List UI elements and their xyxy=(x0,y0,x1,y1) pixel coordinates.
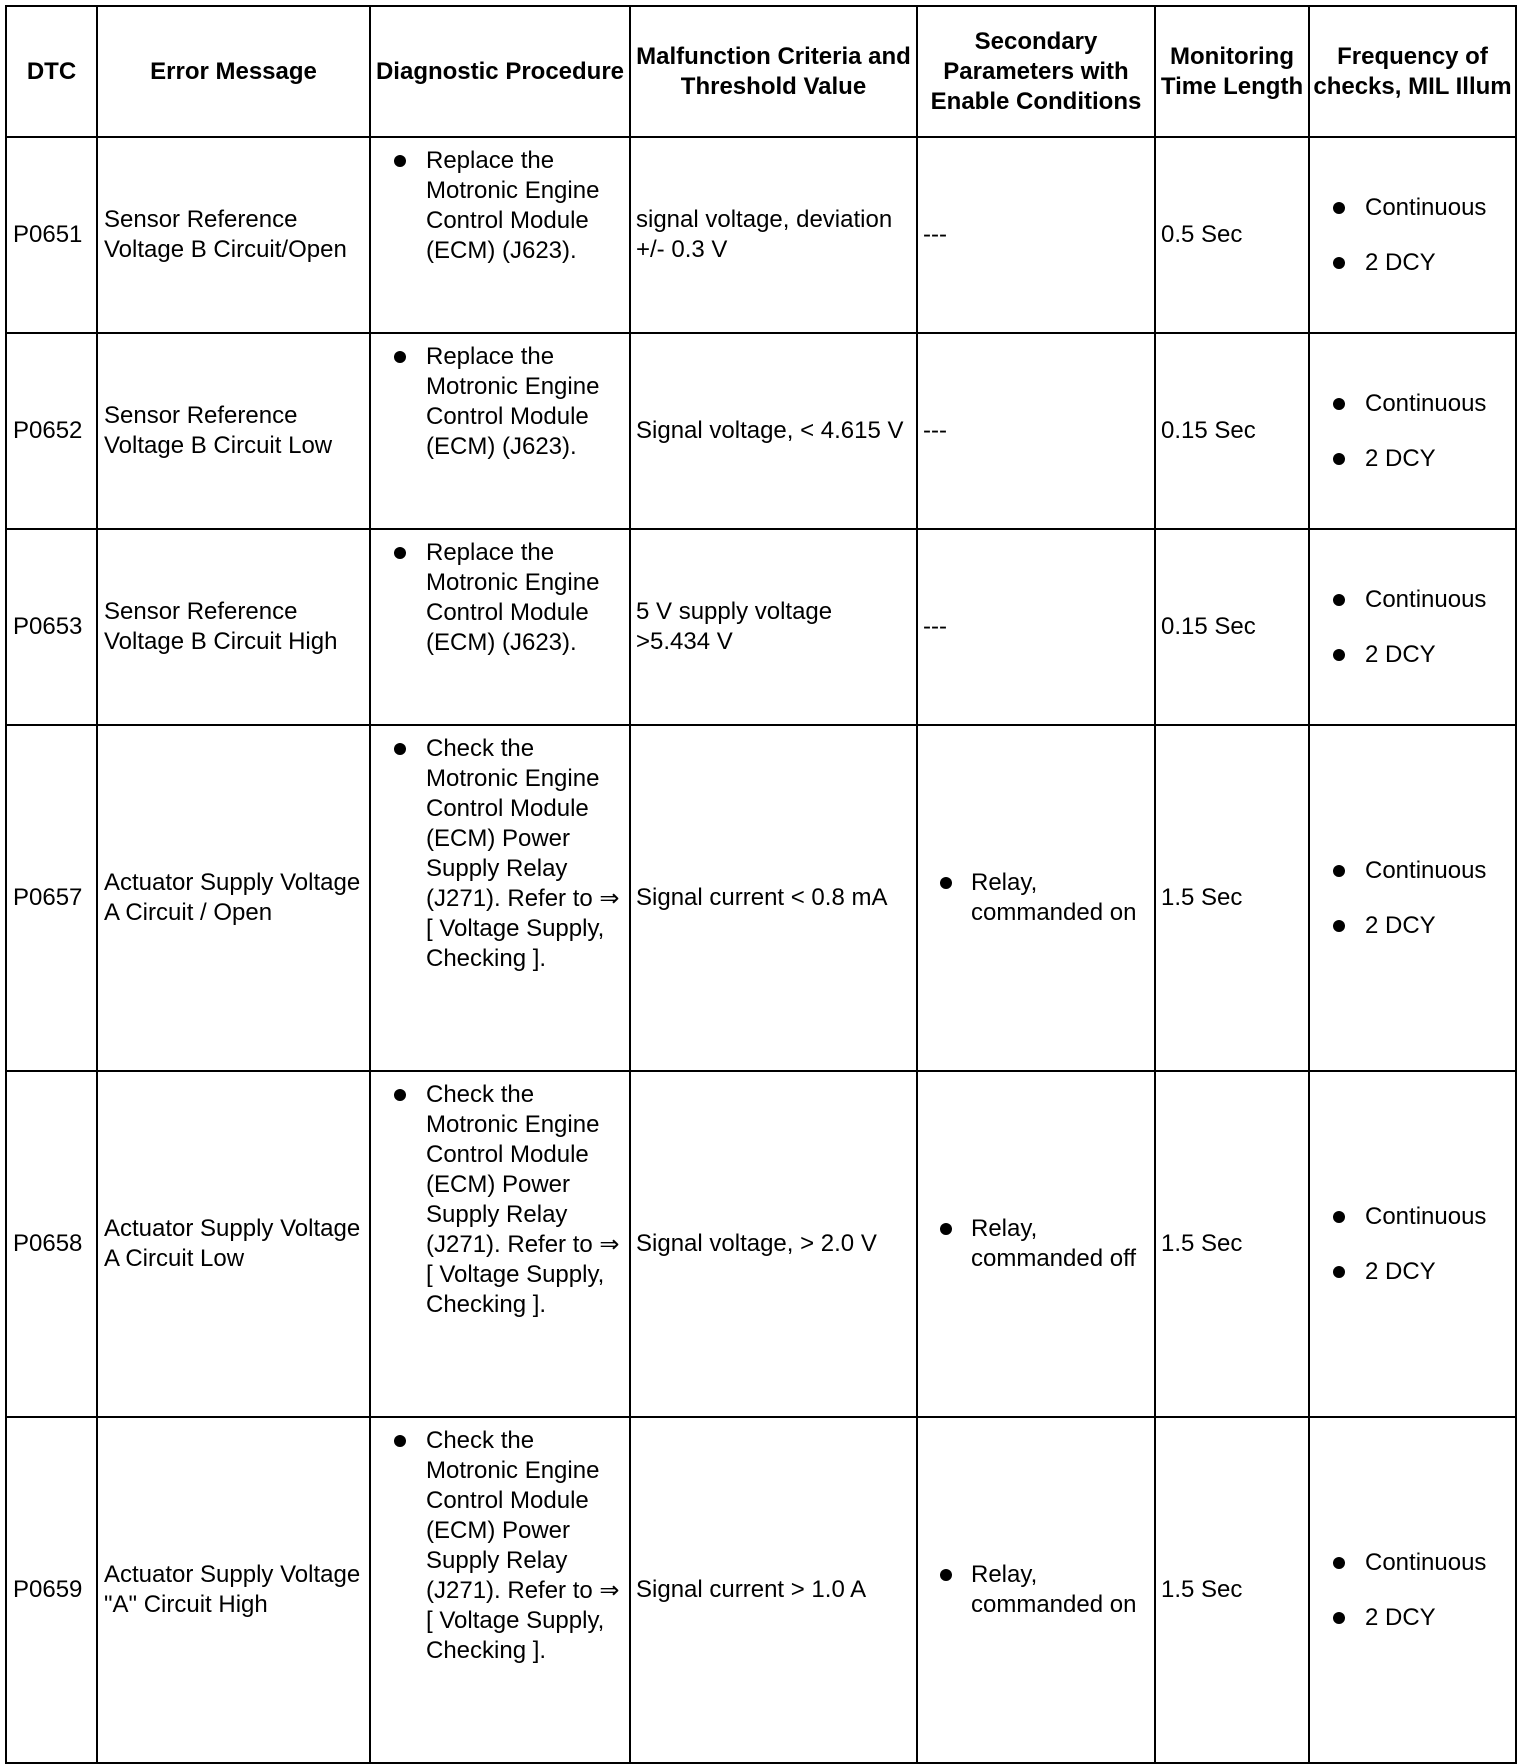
procedure-bullet: Replace the Motronic Engine Control Module (ECM) (J623). xyxy=(371,146,629,266)
malfunction-criteria: Signal current > 1.0 A xyxy=(630,1417,917,1763)
error-message: Actuator Supply Voltage A Circuit Low xyxy=(97,1071,370,1417)
dtc-code: P0659 xyxy=(6,1417,97,1763)
secondary-parameters xyxy=(917,1071,1155,1417)
error-message: Actuator Supply Voltage A Circuit / Open xyxy=(97,725,370,1071)
secondary-parameter-bullet: Relay, commanded off xyxy=(918,1214,1154,1274)
malfunction-criteria: Signal voltage, > 2.0 V xyxy=(630,1071,917,1417)
secondary-parameters: --- xyxy=(917,333,1155,529)
col-header-diagnostic-procedure: Diagnostic Procedure xyxy=(370,6,630,137)
procedure-bullet: Check the Motronic Engine Control Module (ECM) Power Supply Relay (J271). Refer to ⇒ [ Voltage Supply, Checking ]. xyxy=(371,1426,629,1666)
malfunction-criteria: Signal current < 0.8 mA xyxy=(630,725,917,1071)
malfunction-criteria: signal voltage, deviation +/- 0.3 V xyxy=(630,137,917,333)
diagnostic-procedure xyxy=(370,1071,630,1417)
procedure-bullet: Check the Motronic Engine Control Module (ECM) Power Supply Relay (J271). Refer to ⇒ [ Voltage Supply, Checking ]. xyxy=(371,734,629,974)
frequency-cell xyxy=(1309,725,1516,1071)
header-row xyxy=(6,6,1516,137)
frequency-check: Continuous xyxy=(1310,193,1515,223)
col-header-frequency: Frequency of checks, MIL Illum xyxy=(1309,6,1516,137)
dtc-table xyxy=(5,5,1517,1764)
dtc-code: P0657 xyxy=(6,725,97,1071)
frequency-cell xyxy=(1309,529,1516,725)
frequency-cell xyxy=(1309,1417,1516,1763)
table-row xyxy=(6,529,1516,725)
diagnostic-procedure xyxy=(370,137,630,333)
secondary-parameters xyxy=(917,1417,1155,1763)
col-header-secondary-parameters: Secondary Parameters with Enable Conditions xyxy=(917,6,1155,137)
mil-illumination: 2 DCY xyxy=(1310,640,1515,670)
frequency-cell xyxy=(1309,1071,1516,1417)
table-row xyxy=(6,1417,1516,1763)
secondary-parameters: --- xyxy=(917,137,1155,333)
error-message: Sensor Reference Voltage B Circuit High xyxy=(97,529,370,725)
frequency-check: Continuous xyxy=(1310,585,1515,615)
secondary-parameters: --- xyxy=(917,529,1155,725)
mil-illumination: 2 DCY xyxy=(1310,248,1515,278)
dtc-code: P0658 xyxy=(6,1071,97,1417)
table-row xyxy=(6,1071,1516,1417)
error-message: Actuator Supply Voltage "A" Circuit High xyxy=(97,1417,370,1763)
secondary-parameters xyxy=(917,725,1155,1071)
col-header-malfunction-criteria: Malfunction Criteria and Threshold Value xyxy=(630,6,917,137)
frequency-cell xyxy=(1309,333,1516,529)
diagnostic-procedure xyxy=(370,725,630,1071)
procedure-bullet: Replace the Motronic Engine Control Module (ECM) (J623). xyxy=(371,538,629,658)
col-header-dtc: DTC xyxy=(6,6,97,137)
dtc-code: P0653 xyxy=(6,529,97,725)
malfunction-criteria: 5 V supply voltage >5.434 V xyxy=(630,529,917,725)
frequency-check: Continuous xyxy=(1310,1548,1515,1578)
mil-illumination: 2 DCY xyxy=(1310,1603,1515,1633)
malfunction-criteria: Signal voltage, < 4.615 V xyxy=(630,333,917,529)
dtc-code: P0652 xyxy=(6,333,97,529)
mil-illumination: 2 DCY xyxy=(1310,444,1515,474)
monitoring-time: 1.5 Sec xyxy=(1155,725,1309,1071)
monitoring-time: 0.15 Sec xyxy=(1155,529,1309,725)
monitoring-time: 0.15 Sec xyxy=(1155,333,1309,529)
procedure-bullet: Replace the Motronic Engine Control Module (ECM) (J623). xyxy=(371,342,629,462)
table-row xyxy=(6,725,1516,1071)
dtc-code: P0651 xyxy=(6,137,97,333)
monitoring-time: 0.5 Sec xyxy=(1155,137,1309,333)
frequency-check: Continuous xyxy=(1310,856,1515,886)
monitoring-time: 1.5 Sec xyxy=(1155,1417,1309,1763)
diagnostic-procedure xyxy=(370,529,630,725)
procedure-bullet: Check the Motronic Engine Control Module (ECM) Power Supply Relay (J271). Refer to ⇒ [ Voltage Supply, Checking ]. xyxy=(371,1080,629,1320)
secondary-parameter-bullet: Relay, commanded on xyxy=(918,868,1154,928)
error-message: Sensor Reference Voltage B Circuit/Open xyxy=(97,137,370,333)
secondary-parameter-bullet: Relay, commanded on xyxy=(918,1560,1154,1620)
table-row xyxy=(6,333,1516,529)
col-header-error-message: Error Message xyxy=(97,6,370,137)
diagnostic-procedure xyxy=(370,333,630,529)
col-header-monitoring-time: Monitoring Time Length xyxy=(1155,6,1309,137)
dtc-table-container xyxy=(5,5,1515,1764)
frequency-check: Continuous xyxy=(1310,1202,1515,1232)
frequency-cell xyxy=(1309,137,1516,333)
monitoring-time: 1.5 Sec xyxy=(1155,1071,1309,1417)
mil-illumination: 2 DCY xyxy=(1310,1257,1515,1287)
error-message: Sensor Reference Voltage B Circuit Low xyxy=(97,333,370,529)
frequency-check: Continuous xyxy=(1310,389,1515,419)
mil-illumination: 2 DCY xyxy=(1310,911,1515,941)
diagnostic-procedure xyxy=(370,1417,630,1763)
table-row xyxy=(6,137,1516,333)
